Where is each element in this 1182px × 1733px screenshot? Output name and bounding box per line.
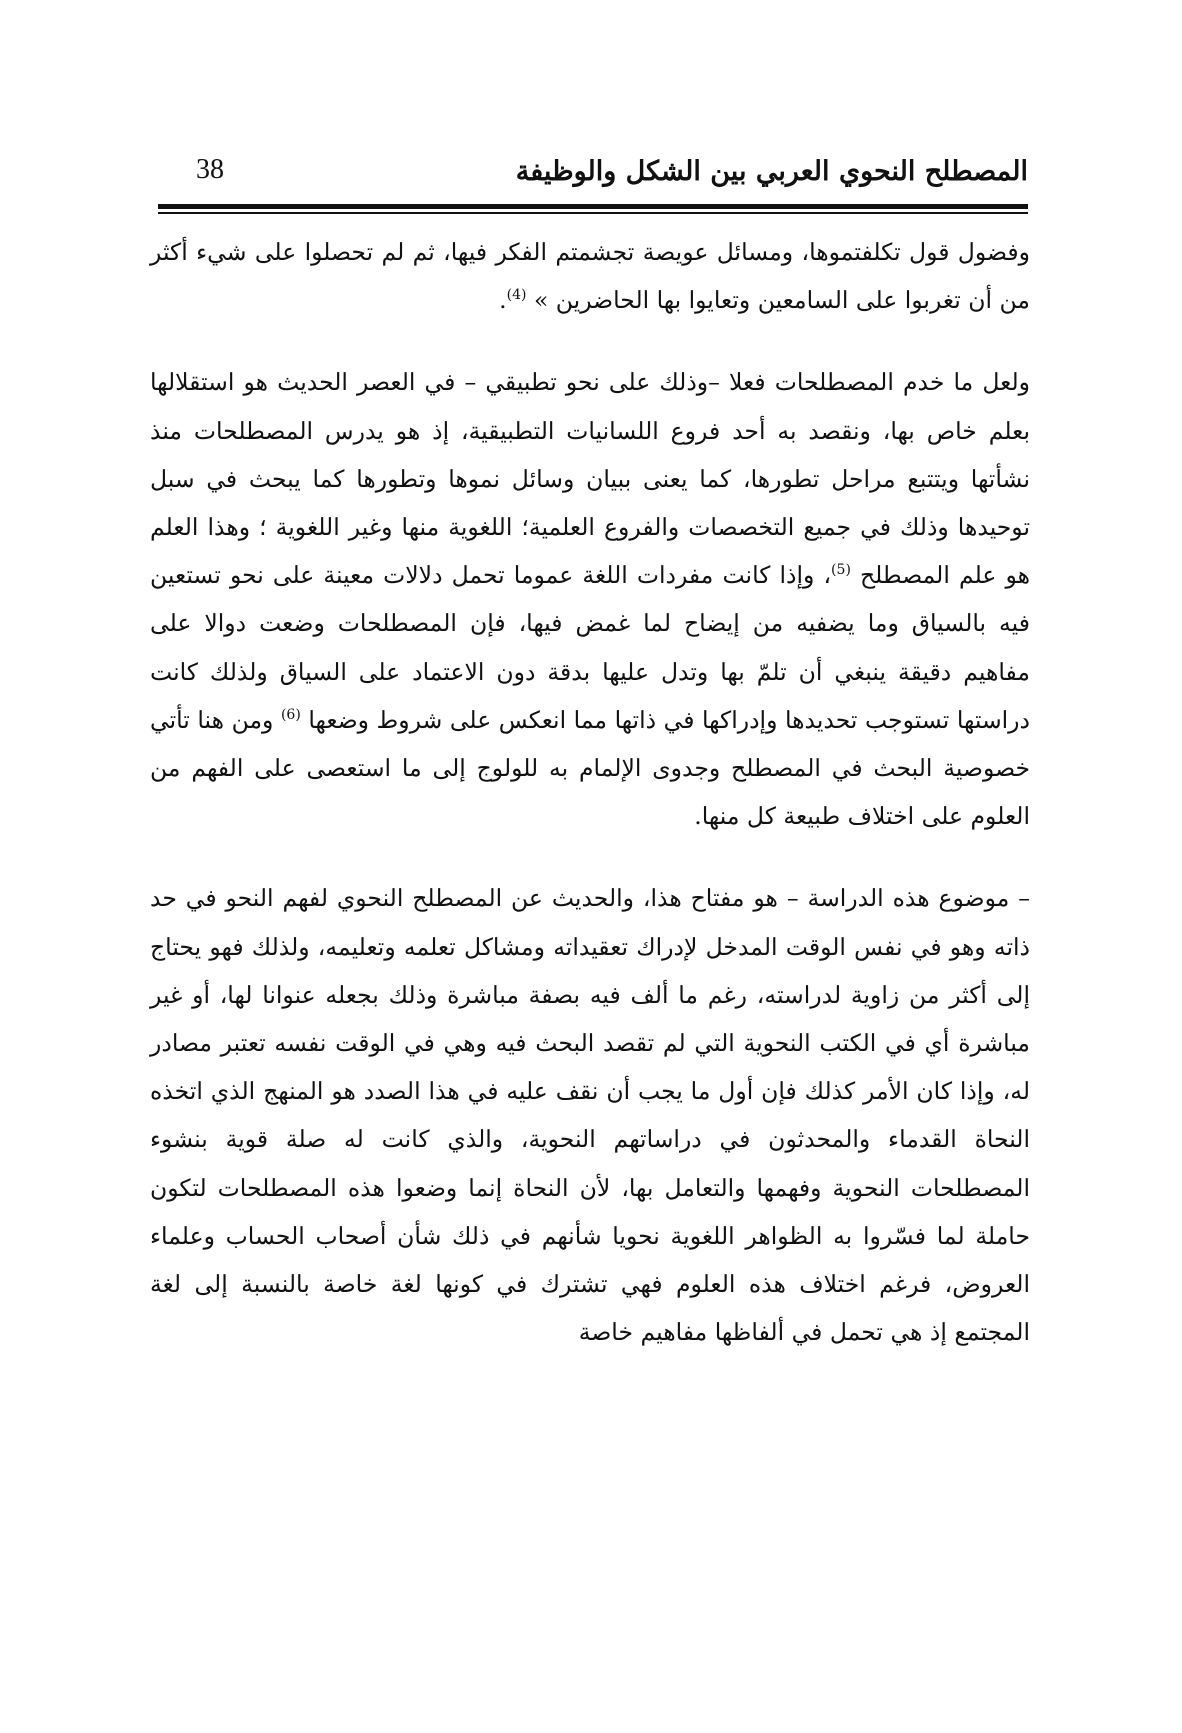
paragraph-2-tail: ، وإذا كانت مفردات اللغة عموما تحمل دلالات معينة على نحو تستعين فيه بالسياق وما يضفيه من إيضاح لما غمض فيها، فإن المصطلحات وضعت دوالا على مفاهيم دقيقة ينبغي أن تلمّ بها وتدل عليها بدقة دون الاعتماد على السياق ولذلك كانت دراستها تستوجب تحديدها وإدراكها في ذاتها مما انعكس على شروط وضعها — [150, 561, 1030, 734]
paragraph-2-tail-2: ومن هنا تأتي خصوصية البحث في المصطلح وجدوى الإلمام به للولوج إلى ما استعصى على الفهم من العلوم على اختلاف طبيعة كل منها. — [150, 705, 1030, 831]
paragraph-1-tail: . — [499, 286, 507, 315]
paragraph-2-text: ولعل ما خدم المصطلحات فعلا –وذلك على نحو تطبيقي – في العصر الحديث هو استقلالها بعلم خاص بها، ونقصد به أحد فروع اللسانيات التطبيقية، إذ هو يدرس المصطلحات منذ نشأتها ويتتبع مراحل تطورها، كما يعنى ببيان وسائل نموها وتطورها كما يبحث في سبل توحيدها وذلك في جميع التخصصات والفروع العلمية؛ اللغوية منها وغير اللغوية ؛ وهذا العلم هو علم المصطلح — [150, 368, 1030, 590]
paragraph-1-text: وفضول قول تكلفتموها، ومسائل عويصة تجشمتم الفكر فيها، ثم لم تحصلوا على شيء أكثر من أن تغربوا على السامعين وتعايوا بها الحاضرين » — [150, 238, 1030, 315]
header-rule-thin — [158, 212, 1028, 214]
paragraph-3 — [150, 874, 1030, 1356]
body-text — [150, 228, 1030, 1356]
footnote-ref-5: (5) — [831, 562, 851, 579]
paragraph-3-text: – موضوع هذه الدراسة – هو مفتاح هذا، والحديث عن المصطلح النحوي لفهم النحو في حد ذاته وهو في نفس الوقت المدخل لإدراك تعقيداته ومشاكل تعلمه وتعليمه، ولذلك فهو يحتاج إلى أكثر من زاوية لدراسته، رغم ما ألف فيه بصفة مباشرة وذلك بجعله عنوانا لها، أو غير مباشرة أي في الكتب النحوية التي لم تقصد البحث فيه وهي في الوقت نفسه تعتبر مصادر له، وإذا كان الأمر كذلك فإن أول ما يجب أن نقف عليه في هذا الصدد هو المنهج الذي اتخذه النحاة القدماء والمحدثون في دراساتهم النحوية، والذي كانت له صلة قوية بنشوء المصطلحات النحوية وفهمها والتعامل بها، لأن النحاة إنما وضعوا هذه المصطلحات لتكون حاملة لما فسّروا به الظواهر اللغوية نحويا شأنهم في ذلك شأن أصحاب الحساب وعلماء العروض، فرغم اختلاف هذه العلوم فهي تشترك في كونها لغة خاصة بالنسبة إلى لغة المجتمع إذ هي تحمل في ألفاظها مفاهيم خاصة — [150, 884, 1030, 1347]
page-number: 38 — [196, 154, 224, 185]
paragraph-1 — [150, 228, 1030, 324]
page-header — [158, 150, 1028, 206]
footnote-ref-4: (4) — [506, 287, 527, 304]
header-rule-thick — [158, 204, 1028, 209]
running-title: المصطلح النحوي العربي بين الشكل والوظيفة — [515, 156, 1028, 187]
paragraph-2 — [150, 358, 1030, 840]
footnote-ref-6: (6) — [280, 707, 301, 723]
